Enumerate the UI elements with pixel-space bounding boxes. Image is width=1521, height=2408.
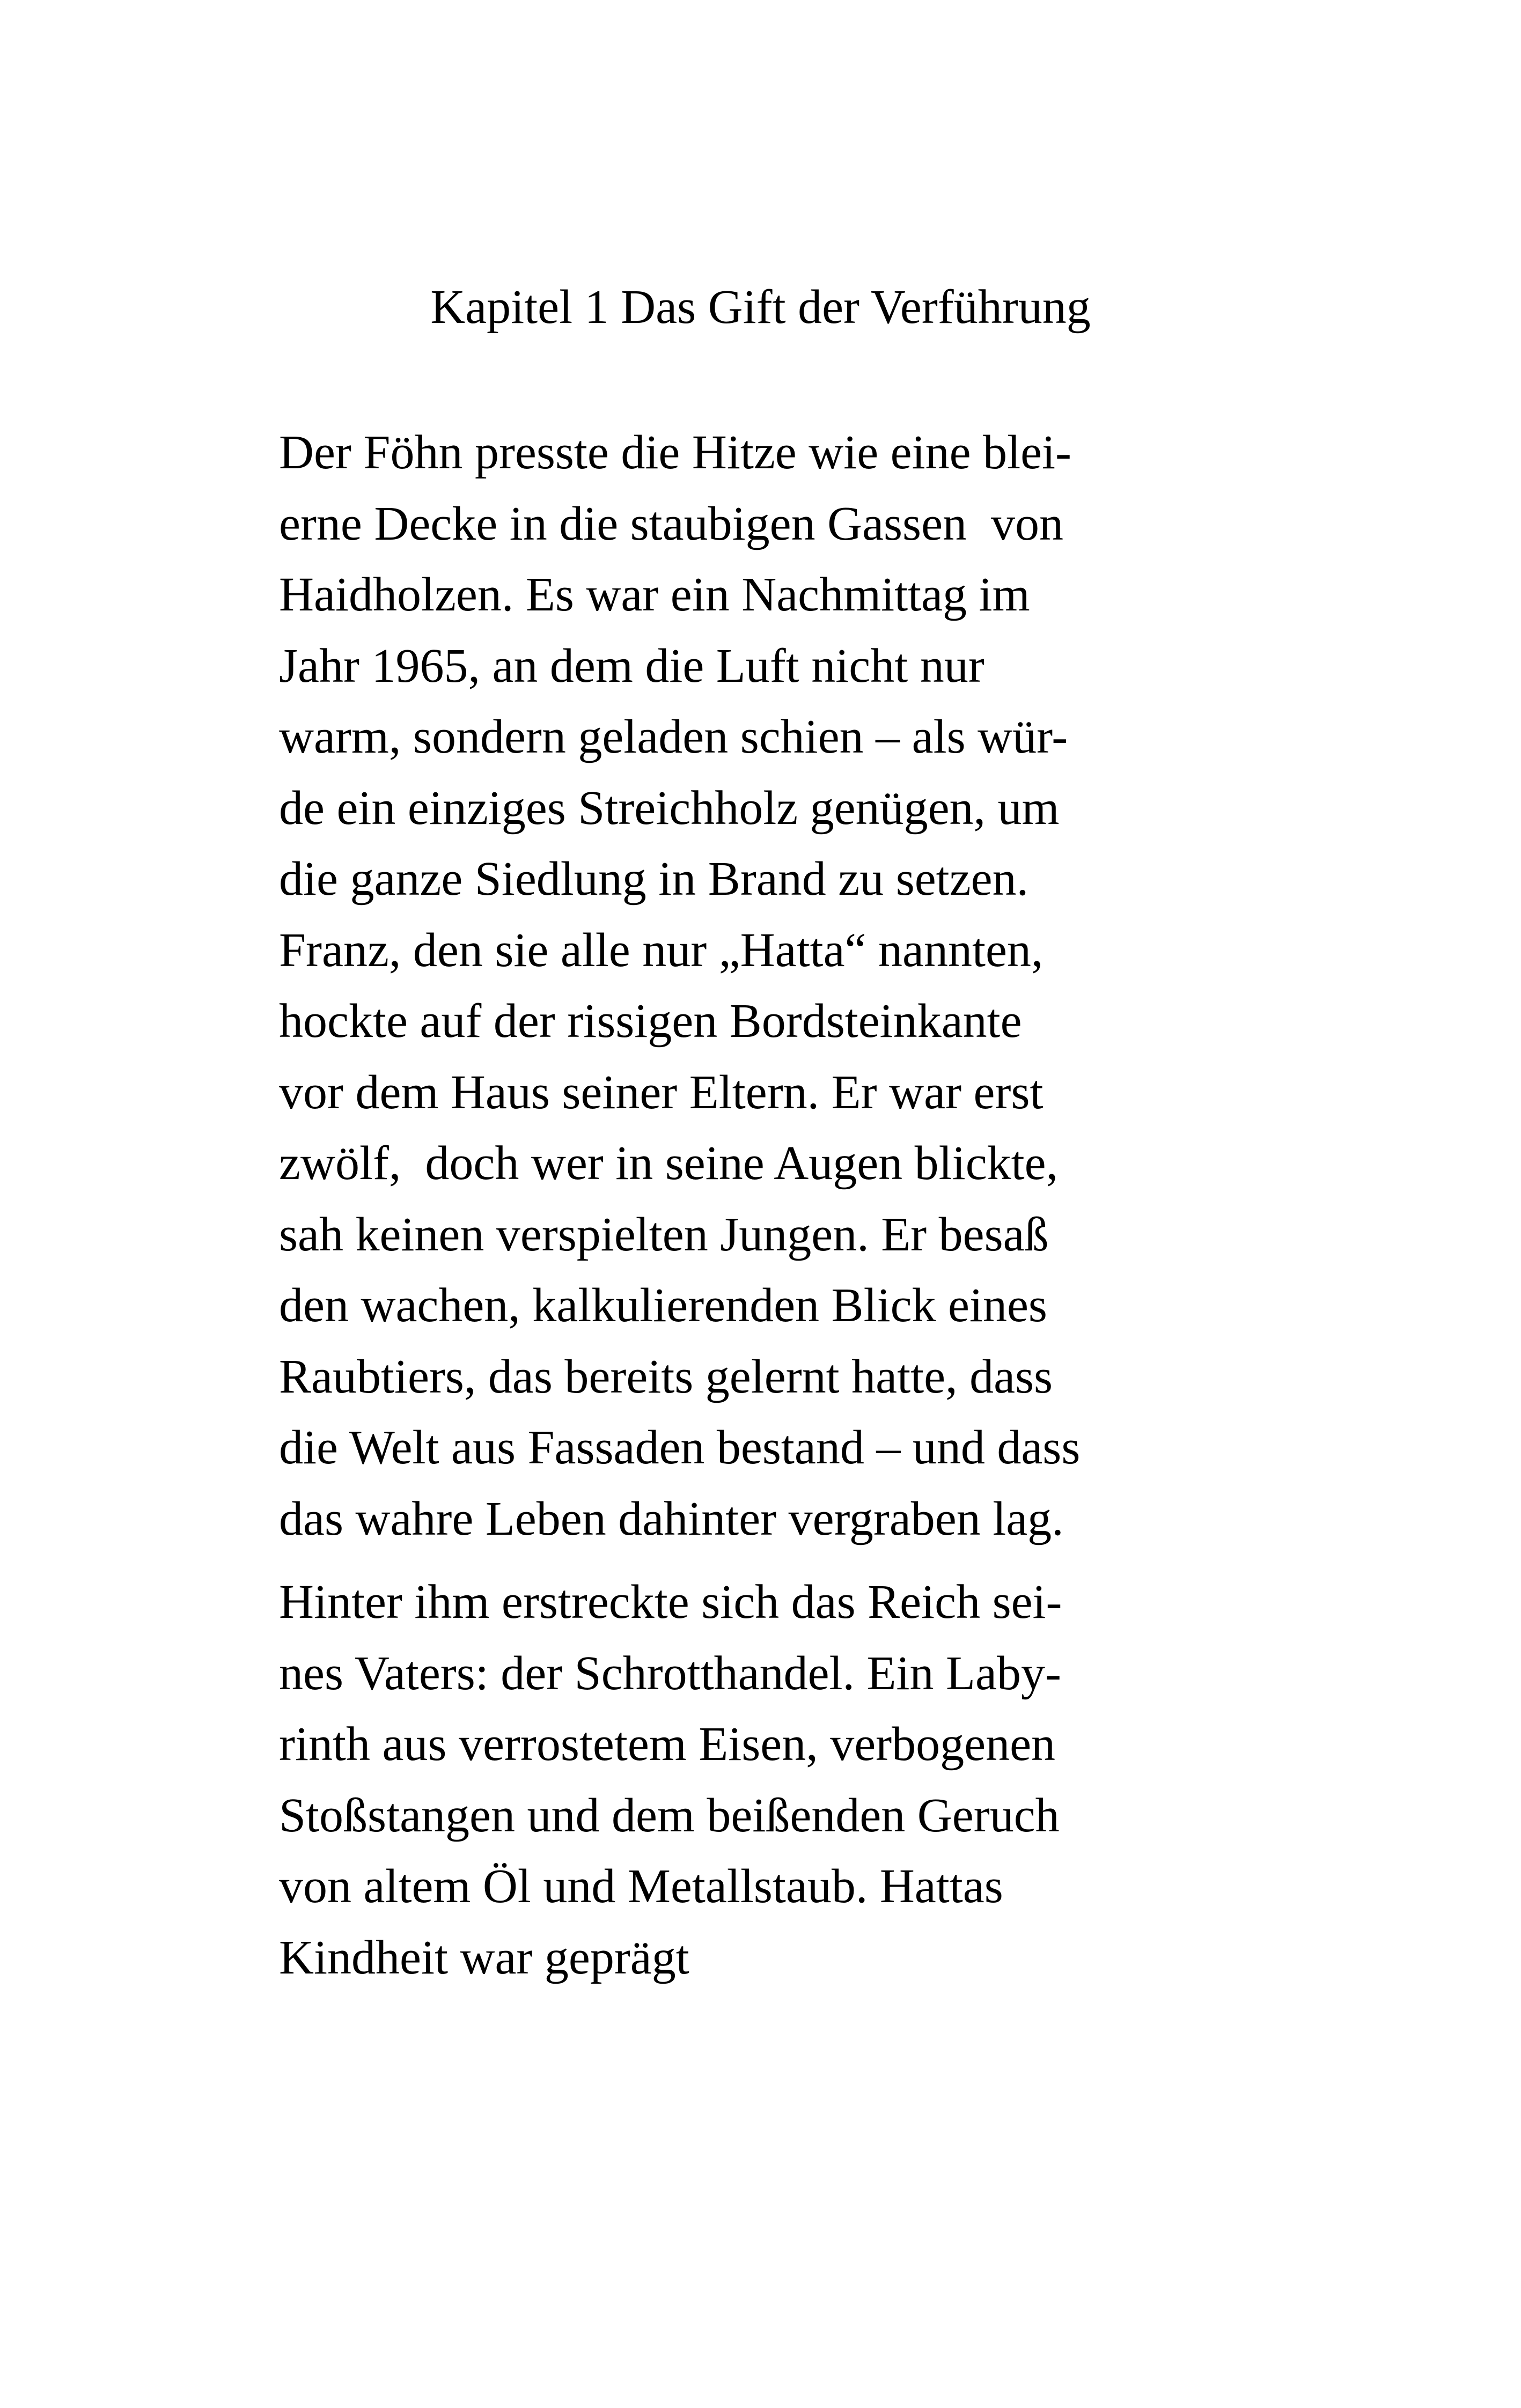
text-line: vor dem Haus seiner Eltern. Er war erst — [279, 1065, 1044, 1119]
text-line: Stoßstangen und dem beißenden Geruch — [279, 1788, 1060, 1842]
text-line: warm, sondern geladen schien – als wür- — [279, 710, 1068, 763]
text-line: von altem Öl und Metallstaub. Hattas — [279, 1860, 1003, 1913]
text-line: hockte auf der rissigen Bordsteinkante — [279, 995, 1022, 1048]
text-line: de ein einziges Streichholz genügen, um — [279, 781, 1060, 835]
text-line: sah keinen verspielten Jungen. Er besaß — [279, 1207, 1049, 1261]
text-line: rinth aus verrostetem Eisen, verbogenen — [279, 1718, 1056, 1771]
paragraph-2 — [279, 1567, 1298, 1993]
text-line: nes Vaters: der Schrotthandel. Ein Laby- — [279, 1646, 1061, 1700]
text-line: Kindheit war geprägt — [279, 1931, 689, 1984]
text-line: Haidholzen. Es war ein Nachmittag im — [279, 568, 1030, 621]
paragraph-1 — [279, 417, 1298, 1555]
text-line: erne Decke in die staubigen Gassen von — [279, 497, 1064, 550]
text-line: Franz, den sie alle nur „Hatta“ nannten, — [279, 923, 1044, 977]
text-line: Raubtiers, das bereits gelernt hatte, dass — [279, 1350, 1053, 1403]
text-line: Der Föhn presste die Hitze wie eine blei- — [279, 426, 1072, 479]
text-line: Jahr 1965, an dem die Luft nicht nur — [279, 639, 984, 693]
text-line: den wachen, kalkulierenden Blick eines — [279, 1279, 1047, 1332]
text-line: die ganze Siedlung in Brand zu setzen. — [279, 852, 1029, 905]
text-line: Hinter ihm erstreckte sich das Reich sei- — [279, 1575, 1062, 1629]
text-line: zwölf, doch wer in seine Augen blickte, — [279, 1137, 1059, 1190]
chapter-title: Kapitel 1 Das Gift der Verführung — [430, 281, 1091, 334]
text-line: die Welt aus Fassaden bestand – und dass — [279, 1421, 1081, 1474]
text-line: das wahre Leben dahinter vergraben lag. — [279, 1492, 1064, 1545]
